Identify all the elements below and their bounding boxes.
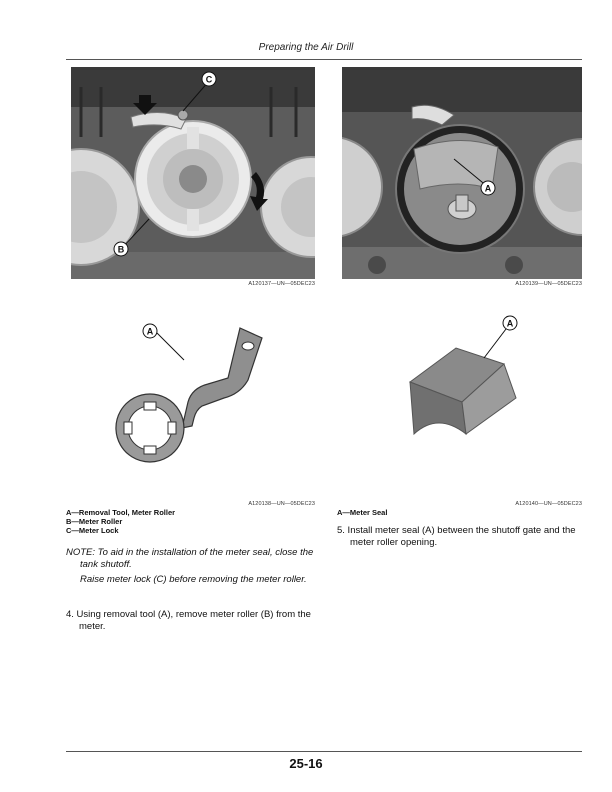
step-5: 5. Install meter seal (A) between the shutoff gate and the meter roller opening.: [337, 525, 576, 548]
right-legend: [337, 509, 537, 518]
callout-c-label: C: [205, 74, 213, 85]
callout-a-label-photo: A: [484, 183, 492, 194]
legend-item: B—Meter Roller: [66, 516, 123, 526]
removal-tool-drawing: [100, 318, 270, 466]
page-header-title: Preparing the Air Drill: [258, 42, 354, 53]
meter-seal-drawing: [400, 312, 530, 442]
left-legend: [66, 509, 316, 535]
figure-id-a120138: A120138—UN—05DEC23: [248, 501, 315, 507]
figure-id-a120137: A120137—UN—05DEC23: [248, 281, 315, 287]
legend-item: A—Meter Seal: [337, 508, 388, 517]
legend-item: A—Removal Tool, Meter Roller: [66, 508, 176, 517]
step-4: 4. Using removal tool (A), remove meter roller (B) from the meter.: [66, 609, 311, 632]
footer-rule: [66, 751, 582, 752]
callout-a-label-tool: A: [146, 326, 154, 337]
meter-removal-photo: [71, 67, 315, 279]
page-number: 25-16: [289, 756, 323, 771]
header-rule: [66, 59, 582, 60]
note-tank-shutoff: [66, 547, 318, 571]
note-line-2: Raise meter lock (C) before removing the meter roller.: [80, 574, 307, 585]
callout-a-label-seal: A: [506, 318, 514, 329]
callout-b-label: B: [117, 244, 125, 255]
meter-seal-photo: [342, 67, 582, 279]
note-line-1: NOTE: To aid in the installation of the meter seal, close the tank shutoff.: [66, 547, 314, 570]
figure-id-a120140: A120140—UN—05DEC23: [515, 501, 582, 507]
legend-item: C—Meter Lock: [66, 525, 119, 535]
figure-id-a120139: A120139—UN—05DEC23: [515, 281, 582, 287]
